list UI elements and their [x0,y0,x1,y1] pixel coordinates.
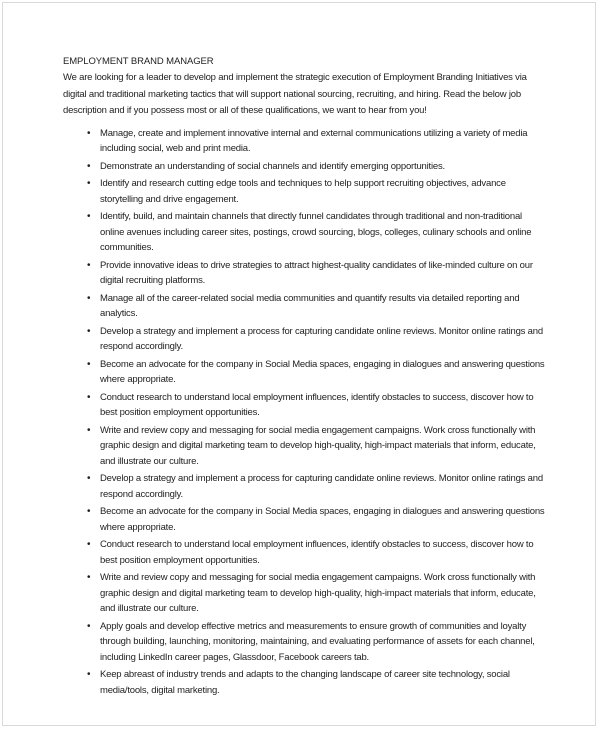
bullet-item: • Become an advocate for the company in Social Media spaces, engaging in dialogues and answering questions where appropriate. [100,504,545,535]
bullet-item: • Manage, create and implement innovative internal and external communications utilizing a variety of media including social, web and print media. [100,126,545,157]
intro-paragraph: We are looking for a leader to develop and implement the strategic execution of Employment Branding Initiatives via digital and traditional marketing tactics that will support national sourcing, recruiting, and hiring. Read the below job description and if you possess most or all of these qualifications, we want to hear from you! [63,72,527,116]
bullet-item: • Become an advocate for the company in Social Media spaces, engaging in dialogues and answering questions where appropriate. [100,357,545,388]
responsibilities-list [63,126,545,699]
bullet-item: • Develop a strategy and implement a process for capturing candidate online reviews. Monitor online ratings and respond accordingly. [100,471,545,502]
document-content [3,3,595,698]
bullet-item: • Identify and research cutting edge tools and techniques to help support recruiting objectives, advance storytelling and drive engagement. [100,176,545,207]
bullet-item: • Demonstrate an understanding of social channels and identify emerging opportunities. [100,159,545,175]
bullet-item: • Manage all of the career-related social media communities and quantify results via detailed reporting and analytics. [100,291,545,322]
bullet-item: • Identify, build, and maintain channels that directly funnel candidates through traditional and non-traditional online avenues including career sites, postings, crowd sourcing, blogs, colleges, culinary schools and online communities. [100,209,545,256]
bullet-item: • Conduct research to understand local employment influences, identify obstacles to success, discover how to best position employment opportunities. [100,390,545,421]
document-page [2,2,596,726]
bullet-item: • Provide innovative ideas to drive strategies to attract highest-quality candidates of like-minded culture on our digital recruiting platforms. [100,258,545,289]
bullet-item: • Conduct research to understand local employment influences, identify obstacles to success, discover how to best position employment opportunities. [100,537,545,568]
bullet-item: • Keep abreast of industry trends and adapts to the changing landscape of career site technology, social media/tools, digital marketing. [100,667,545,698]
bullet-item: • Develop a strategy and implement a process for capturing candidate online reviews. Monitor online ratings and respond accordingly. [100,324,545,355]
bullet-item: • Write and review copy and messaging for social media engagement campaigns. Work cross functionally with graphic design and digital marketing team to develop high-quality, high-impact materials that inform, educate, and illustrate our culture. [100,570,545,617]
bullet-item: • Write and review copy and messaging for social media engagement campaigns. Work cross functionally with graphic design and digital marketing team to develop high-quality, high-impact materials that inform, educate, and illustrate our culture. [100,423,545,470]
job-title: EMPLOYMENT BRAND MANAGER [63,56,214,67]
bullet-item: • Apply goals and develop effective metrics and measurements to ensure growth of communities and loyalty through building, launching, monitoring, maintaining, and evaluating performance of assets for each channel, including LinkedIn career pages, Glassdoor, Facebook careers tab. [100,619,545,666]
